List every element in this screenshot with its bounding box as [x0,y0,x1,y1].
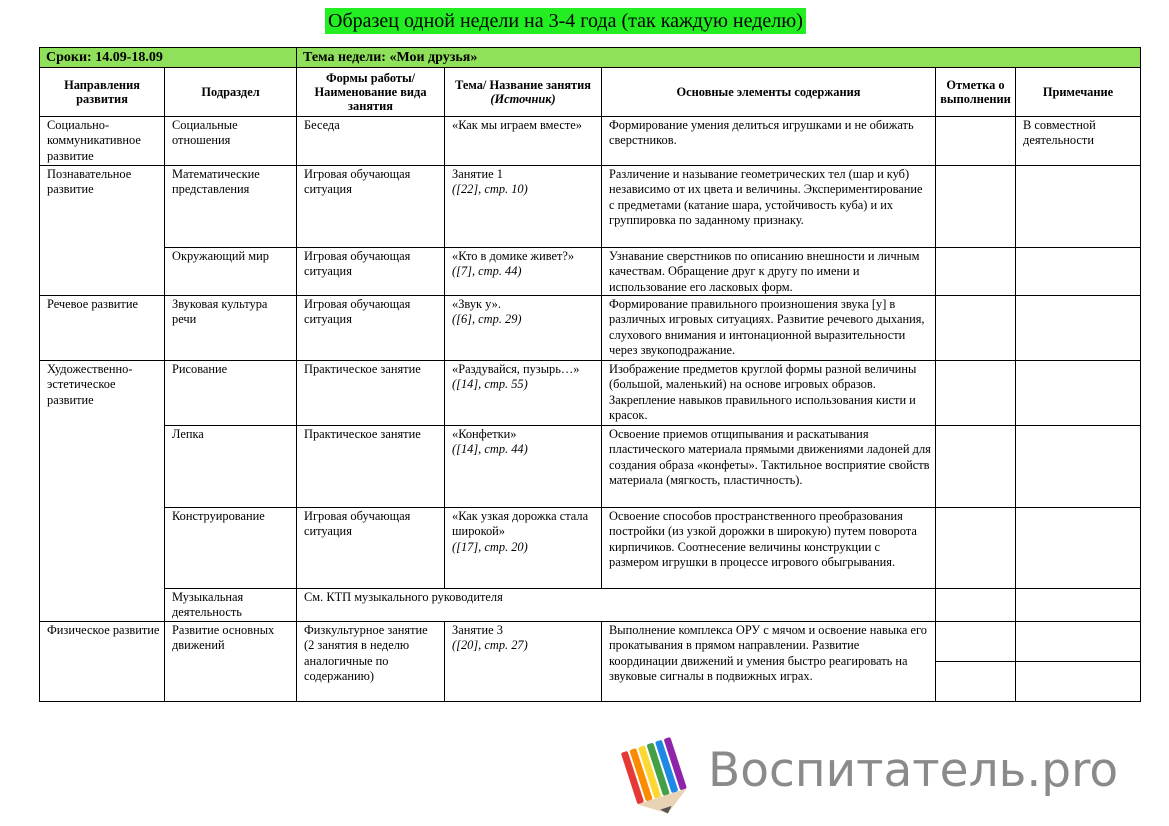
content-cell: Различение и называние геометрических тел (шар и куб) независимо от их цвета и величины. Экспериментирование с предметами (катание шара, устойчивость куба) и их группировка по заданному признаку. [602,166,936,248]
topic-title: «Конфетки» [452,427,517,441]
content-cell: Освоение способов пространственного преобразования постройки (из узкой дорожки в широкую) путем поворота кирпичиков. Соотнесение величины конструкции с размером игрушки в процессе игрового обыгрывания. [602,508,936,589]
table-row [40,248,1141,296]
topic-cell [445,426,602,508]
content-cell: Изображение предметов круглой формы разной величины (большой, маленький) на основе игровых образов. Закрепление навыков правильного использования кисти и красок. [602,361,936,426]
table-row [40,117,1141,166]
column-header-row [40,68,1141,117]
table-row [40,296,1141,361]
form-cell: Физкультурное занятие (2 занятия в неделю аналогичные по содержанию) [297,622,445,702]
mark-cell [936,622,1016,662]
topic-cell [445,248,602,296]
form-cell: Игровая обучающая ситуация [297,296,445,361]
form-cell: Беседа [297,117,445,166]
form-cell: Игровая обучающая ситуация [297,166,445,248]
theme-cell: Тема недели: «Мои друзья» [297,48,1141,68]
header-mark: Отметка о выполнении [936,68,1016,117]
table-row [40,589,1141,622]
subsection-cell: Звуковая культура речи [165,296,297,361]
topic-title: «Кто в домике живет?» [452,249,575,263]
direction-cell: Познавательное развитие [40,166,165,296]
content-cell: Узнавание сверстников по описанию внешности и личным качествам. Обращение друг к другу по имени и использование его ласковых форм. [602,248,936,296]
topic-cell [445,296,602,361]
mark-cell [936,248,1016,296]
topic-source: ([20], стр. 27) [452,638,528,653]
mark-cell [936,166,1016,248]
period-cell: Сроки: 14.09-18.09 [40,48,297,68]
table-header-bar [40,48,1141,68]
topic-title: Занятие 3 [452,623,503,637]
merged-cell: См. КТП музыкального руководителя [297,589,936,622]
direction-cell: Художественно-эстетическое развитие [40,361,165,622]
header-note: Примечание [1016,68,1141,117]
header-forms: Формы работы/ Наименование вида занятия [297,68,445,117]
topic-source: ([14], стр. 44) [452,442,528,457]
header-topic-label: Тема/ Название занятия [455,78,591,92]
content-cell: Формирование умения делиться игрушками и не обижать сверстников. [602,117,936,166]
topic-source: ([22], стр. 10) [452,182,528,197]
mark-cell [936,662,1016,702]
weekly-plan-table [39,47,1141,702]
note-cell [1016,166,1141,248]
topic-cell [445,117,602,166]
topic-source: ([14], стр. 55) [452,377,528,392]
note-cell: В совместной деятельности [1016,117,1141,166]
mark-cell [936,117,1016,166]
topic-source: ([17], стр. 20) [452,539,528,554]
note-cell [1016,248,1141,296]
site-logo-text: Воспитатель.pro [708,743,1119,798]
topic-title: «Как узкая дорожка стала широкой» [452,509,589,539]
topic-cell [445,166,602,248]
topic-title: Занятие 1 [452,167,503,181]
header-topic [445,68,602,117]
header-topic-source: (Источник) [490,92,556,106]
note-cell [1016,361,1141,426]
form-cell: Игровая обучающая ситуация [297,508,445,589]
mark-cell [936,589,1016,622]
note-cell [1016,296,1141,361]
mark-cell [936,426,1016,508]
subsection-cell: Математические представления [165,166,297,248]
topic-title: «Раздувайся, пузырь…» [452,362,580,376]
colored-pencils-icon [616,737,698,817]
direction-cell: Социально-коммуникативное развитие [40,117,165,166]
content-cell: Выполнение комплекса ОРУ с мячом и освоение навыка его прокатывания в прямом направлении. Развитие координации движений и умения быстро реагировать на звуковые сигналы в подвижных играх. [602,622,936,702]
mark-cell [936,508,1016,589]
table-row [40,166,1141,248]
mark-cell [936,361,1016,426]
topic-title: «Звук у». [452,297,501,311]
form-cell: Практическое занятие [297,361,445,426]
subsection-cell: Музыкальная деятельность [165,589,297,622]
header-content: Основные элементы содержания [602,68,936,117]
table-row [40,622,1141,662]
topic-source: ([6], стр. 29) [452,312,522,327]
header-subsection: Подраздел [165,68,297,117]
subsection-cell: Лепка [165,426,297,508]
site-logo [616,737,1156,817]
form-cell: Практическое занятие [297,426,445,508]
subsection-cell: Социальные отношения [165,117,297,166]
note-cell [1016,508,1141,589]
topic-cell [445,508,602,589]
table-row [40,361,1141,426]
mark-cell [936,296,1016,361]
direction-cell: Физическое развитие [40,622,165,702]
topic-title: «Как мы играем вместе» [452,118,582,132]
direction-cell: Речевое развитие [40,296,165,361]
note-cell [1016,589,1141,622]
table-row [40,508,1141,589]
note-cell [1016,662,1141,702]
content-cell: Освоение приемов отщипывания и раскатывания пластического материала прямыми движениями ладоней для создания образа «конфеты». Тактильное восприятие свойств материала (мягкость, пластичность). [602,426,936,508]
subsection-cell: Развитие основных движений [165,622,297,702]
topic-cell [445,622,602,702]
subsection-cell: Конструирование [165,508,297,589]
table-row [40,426,1141,508]
header-direction: Направления развития [40,68,165,117]
document-title: Образец одной недели на 3-4 года (так каждую неделю) [325,8,806,34]
topic-source: ([7], стр. 44) [452,264,522,279]
subsection-cell: Окружающий мир [165,248,297,296]
subsection-cell: Рисование [165,361,297,426]
topic-cell [445,361,602,426]
note-cell [1016,622,1141,662]
note-cell [1016,426,1141,508]
form-cell: Игровая обучающая ситуация [297,248,445,296]
content-cell: Формирование правильного произношения звука [у] в различных игровых ситуациях. Развитие речевого дыхания, слухового внимания и интонационной выразительности через звукоподражание. [602,296,936,361]
